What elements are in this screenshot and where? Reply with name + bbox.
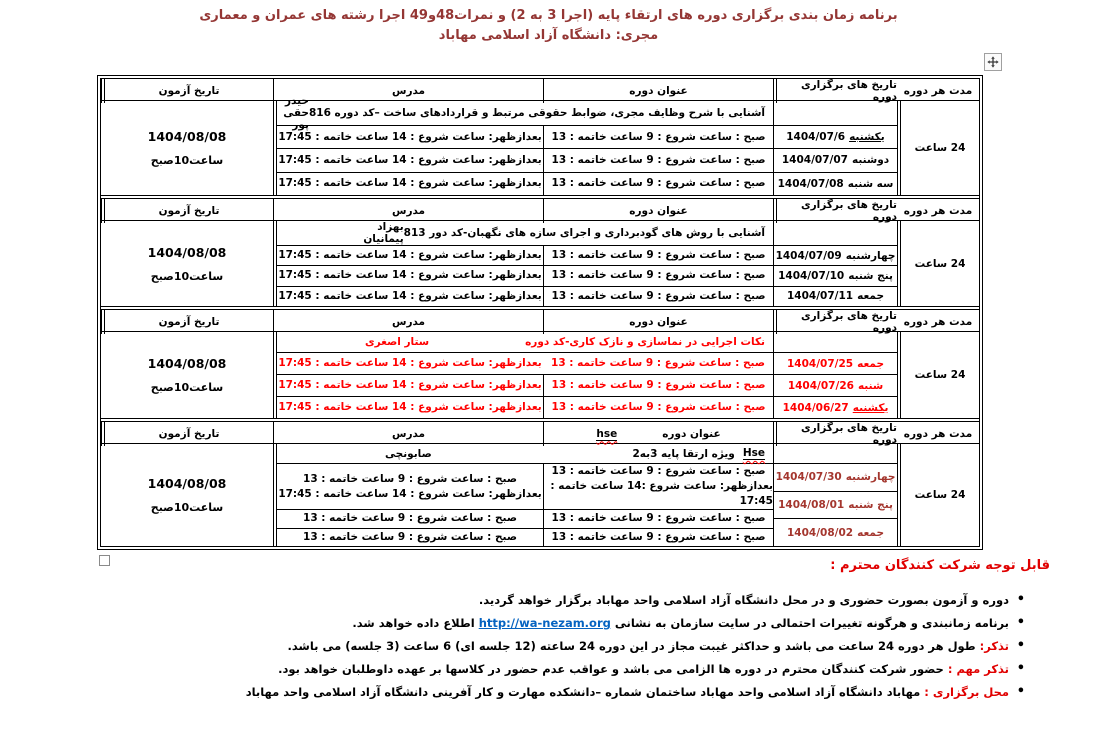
note-label: محل برگزاری :: [924, 685, 1009, 699]
session-row: [277, 397, 773, 418]
course-title: آشنایی با شرح وظایف مجری، ضوابط حقوقی مرتبط و قراردادهای ساخت –کد دوره 816: [308, 107, 765, 119]
dates-spacer: [774, 332, 897, 353]
table-move-icon[interactable]: [984, 53, 1002, 71]
afternoon-session-cell: بعدازظهر: ساعت شروع : 14 ساعت خاتمه : 17:45: [278, 269, 542, 282]
instructor-name: ستار اصغری: [365, 336, 430, 348]
header-cell-dates: تاریخ های برگزاری دوره: [773, 422, 897, 446]
morning-session-cell: صبح : ساعت شروع : 9 ساعت خاتمه : 13: [551, 357, 765, 369]
exam-date-cell: [101, 221, 273, 306]
date-cell: یکشنبه 1404/07/6: [774, 126, 897, 149]
block2-header-row: [101, 199, 979, 221]
header-cell-instructor: مدرس: [273, 310, 543, 334]
hse-misspelled-word: hse: [596, 427, 618, 440]
instructor-name: بهزاد پیمانیان: [363, 221, 404, 245]
afternoon-session-cell: صبح : ساعت شروع : 9 ساعت خاتمه : 13: [303, 512, 517, 525]
header-cell-exam: تاریخ آزمون: [101, 199, 273, 223]
site-link[interactable]: http://wa-nezam.org: [478, 616, 611, 630]
header-cell-exam: تاریخ آزمون: [101, 79, 273, 103]
exam-time: ساعت10صبح: [150, 381, 224, 394]
header-cell-dates: تاریخ های برگزاری دوره: [773, 310, 897, 334]
morning-session-cell: صبح : ساعت شروع : 9 ساعت خاتمه : 13: [543, 287, 773, 306]
header-cell-instructor: مدرس: [273, 79, 543, 103]
afternoon-session-cell: بعدازظهر: ساعت شروع : 14 ساعت خاتمه : 17:45: [278, 153, 542, 166]
schedule-block-3: [101, 310, 979, 422]
course-title: نکات اجرایی در نماسازی و نازک کاری-کد دوره: [525, 336, 765, 348]
morning-session-cell: صبح : ساعت شروع : 9 ساعت خاتمه : 13 بعدازظهر: ساعت شروع :14 ساعت خاتمه : 17:45: [543, 464, 773, 509]
block3-body: [101, 332, 979, 418]
afternoon-session-cell: بعدازظهر: ساعت شروع : 14 ساعت خاتمه : 17:45: [278, 357, 542, 369]
header-cell-instructor: مدرس: [273, 199, 543, 223]
schedule-block-4: [101, 422, 979, 546]
note-item: • تذکر مهم : حضور شرکت کنندگان محترم در دوره ها الزامی می باشد و عواقب عدم حضور در کلاسها بر عهده داوطلبان خواهد بود.: [30, 662, 1025, 677]
hse-misspelled-word: Hse: [742, 447, 765, 459]
duration-cell: 24 ساعت: [897, 444, 979, 546]
move-cross-icon: [987, 56, 999, 68]
morning-session-cell: صبح : ساعت شروع : 9 ساعت خاتمه : 13: [543, 173, 773, 195]
note-item: • دوره و آزمون بصورت حضوری و در محل دانشگاه آزاد اسلامی واحد مهاباد برگزار خواهد گردید.: [30, 593, 1025, 608]
afternoon-session-cell: بعدازظهر: ساعت شروع : 14 ساعت خاتمه : 17:45: [278, 177, 542, 190]
notes-heading: قابل توجه شرکت کنندگان محترم :: [830, 558, 1050, 573]
block3-header-row: [101, 310, 979, 332]
course-title-row: [277, 444, 773, 464]
instructor-name: حیدر حقی پور: [283, 95, 309, 131]
dates-column: [773, 101, 897, 195]
date-cell: یکشنبه 1404/06/27: [782, 401, 889, 414]
note-item: • محل برگزاری : مهاباد دانشگاه آزاد اسلامی واحد مهاباد ساختمان شماره –دانشکده مهارت و کار آفرینی دانشگاه آزاد اسلامی واحد مهاباد: [30, 685, 1025, 700]
date-cell: جمعه 1404/07/25: [774, 353, 897, 375]
table-resize-handle-icon[interactable]: [99, 555, 110, 566]
session-row: [277, 510, 773, 529]
duration-cell: 24 ساعت: [897, 221, 979, 306]
note-item: • تذکر: طول هر دوره 24 ساعت می باشد و حداکثر غیبت مجاز در این دوره 24 ساعته (12 جلسه ای) 6 ساعت (3 جلسه) می باشد.: [30, 639, 1025, 654]
header-cell-duration: مدت هر دوره: [903, 428, 973, 440]
afternoon-session-cell: بعدازظهر: ساعت شروع : 14 ساعت خاتمه : 17:45: [278, 130, 542, 143]
dates-column: [773, 221, 897, 306]
session-row: [277, 126, 773, 149]
notes-list: [30, 593, 1025, 708]
session-row: [277, 375, 773, 397]
exam-date-cell: [101, 444, 273, 546]
instructor-name: صابونچی: [385, 447, 432, 460]
header-cell-exam: تاریخ آزمون: [101, 310, 273, 334]
course-main-column: [273, 332, 773, 418]
afternoon-session-cell: صبح : ساعت شروع : 9 ساعت خاتمه : 13: [303, 530, 517, 543]
exam-date: 1404/08/08: [147, 356, 227, 371]
header-cell-duration: مدت هر دوره: [903, 205, 973, 217]
session-row: [277, 529, 773, 547]
morning-session-cell: صبح : ساعت شروع : 9 ساعت خاتمه : 13: [543, 510, 773, 528]
block1-body: [101, 95, 979, 195]
course-title-row: [277, 221, 773, 246]
note-label: تذکر مهم :: [947, 662, 1009, 676]
course-main-column: [273, 444, 773, 546]
block2-body: [101, 221, 979, 306]
morning-session-cell: صبح : ساعت شروع : 9 ساعت خاتمه : 13: [543, 266, 773, 285]
session-row: [277, 173, 773, 195]
note-item: • برنامه زمانبندی و هرگونه تغییرات احتمالی در سایت سازمان به نشانی http://wa-nezam.org اطلاع داده خواهد شد.: [30, 616, 1025, 631]
course-title-row: [277, 332, 773, 353]
course-schedule-table: [97, 75, 983, 550]
header-cell-instructor: مدرس: [273, 422, 543, 446]
morning-session-cell: صبح : ساعت شروع : 9 ساعت خاتمه : 13: [543, 397, 773, 418]
date-cell: دوشنبه 1404/07/07: [774, 149, 897, 172]
header-cell-course: عنوان دوره: [543, 79, 773, 103]
header-cell-dates: تاریخ های برگزاری دوره: [773, 199, 897, 223]
dates-spacer: [774, 444, 897, 464]
exam-date-cell: [101, 332, 273, 418]
session-row: [277, 287, 773, 306]
header-cell-course: عنوان دوره: [543, 310, 773, 334]
afternoon-session-cell: بعدازظهر: ساعت شروع : 14 ساعت خاتمه : 17:45: [278, 249, 542, 262]
page-title: [0, 6, 1097, 46]
course-title: آشنایی با روش های گودبرداری و اجرای سازه های نگهبان-کد دور 813: [403, 227, 765, 239]
date-cell: چهارشنبه 1404/07/09: [774, 246, 897, 266]
afternoon-session-cell: بعدازظهر: ساعت شروع : 14 ساعت خاتمه : 17:45: [278, 401, 542, 413]
schedule-block-1: [101, 79, 979, 199]
dates-spacer: [774, 221, 897, 246]
block4-header-row: [101, 422, 979, 444]
morning-session-cell: صبح : ساعت شروع : 9 ساعت خاتمه : 13: [543, 149, 773, 171]
session-row: [277, 149, 773, 172]
page-title-line1: برنامه زمان بندی برگزاری دوره های ارتقاء پایه (اجرا 3 به 2) و نمرات48و49 اجرا رشته های عمران و معماری: [199, 8, 898, 23]
session-row: [277, 266, 773, 286]
exam-date: 1404/08/08: [147, 244, 227, 260]
header-cell-duration: مدت هر دوره: [903, 316, 973, 328]
exam-time: ساعت10صبح: [150, 269, 224, 283]
duration-cell: 24 ساعت: [897, 332, 979, 418]
dates-spacer: [774, 101, 897, 126]
date-cell: سه شنبه 1404/07/08: [777, 177, 894, 190]
session-row: [277, 353, 773, 375]
exam-time: ساعت10صبح: [150, 154, 224, 167]
exam-date: 1404/08/08: [147, 476, 227, 491]
date-cell: جمعه 1404/07/11: [786, 290, 885, 303]
header-cell-dates: تاریخ های برگزاری دوره: [773, 79, 897, 103]
morning-session-cell: صبح : ساعت شروع : 9 ساعت خاتمه : 13: [543, 375, 773, 396]
session-row: [277, 464, 773, 510]
date-cell: پنج شنبه 1404/08/01: [774, 492, 897, 520]
header-cell-duration: مدت هر دوره: [903, 85, 973, 97]
course-main-column: [273, 95, 773, 195]
block1-header-row: [101, 79, 979, 101]
exam-time: ساعت10صبح: [150, 501, 224, 514]
block4-body: [101, 444, 979, 546]
morning-session-cell: صبح : ساعت شروع : 9 ساعت خاتمه : 13: [543, 529, 773, 547]
duration-cell: 24 ساعت: [897, 101, 979, 195]
afternoon-session-cell: بعدازظهر: ساعت شروع : 14 ساعت خاتمه : 17:45: [278, 379, 542, 391]
date-cell: شنبه 1404/07/26: [774, 375, 897, 397]
course-main-column: [273, 221, 773, 306]
header-cell-exam: تاریخ آزمون: [101, 422, 273, 446]
date-cell: پنج شنبه 1404/07/10: [774, 266, 897, 286]
afternoon-session-cell: بعدازظهر: ساعت شروع : 14 ساعت خاتمه : 17:45: [278, 289, 542, 302]
page-title-line2: مجری: دانشگاه آزاد اسلامی مهاباد: [438, 28, 659, 43]
course-title: Hse ویژه ارتقا پایه 3به2: [632, 447, 765, 460]
session-row: [277, 246, 773, 266]
exam-date-cell: [101, 101, 273, 195]
afternoon-session-cell: صبح : ساعت شروع : 9 ساعت خاتمه : 13 بعدازظهر: ساعت شروع : 14 ساعت خاتمه : 17:45: [278, 472, 542, 500]
course-title-row: [277, 95, 773, 131]
morning-session-cell: صبح : ساعت شروع : 9 ساعت خاتمه : 13: [543, 246, 773, 265]
note-label: تذکر:: [979, 639, 1009, 653]
dates-column: [773, 444, 897, 546]
date-cell: جمعه 1404/08/02: [786, 526, 885, 539]
exam-date: 1404/08/08: [147, 129, 227, 144]
header-cell-course: عنوان دوره hse: [543, 422, 773, 446]
dates-column: [773, 332, 897, 418]
header-cell-course: عنوان دوره: [543, 199, 773, 223]
schedule-block-2: [101, 199, 979, 310]
morning-session-cell: صبح : ساعت شروع : 9 ساعت خاتمه : 13: [543, 126, 773, 148]
date-cell: چهارشنبه 1404/07/30: [774, 464, 897, 492]
